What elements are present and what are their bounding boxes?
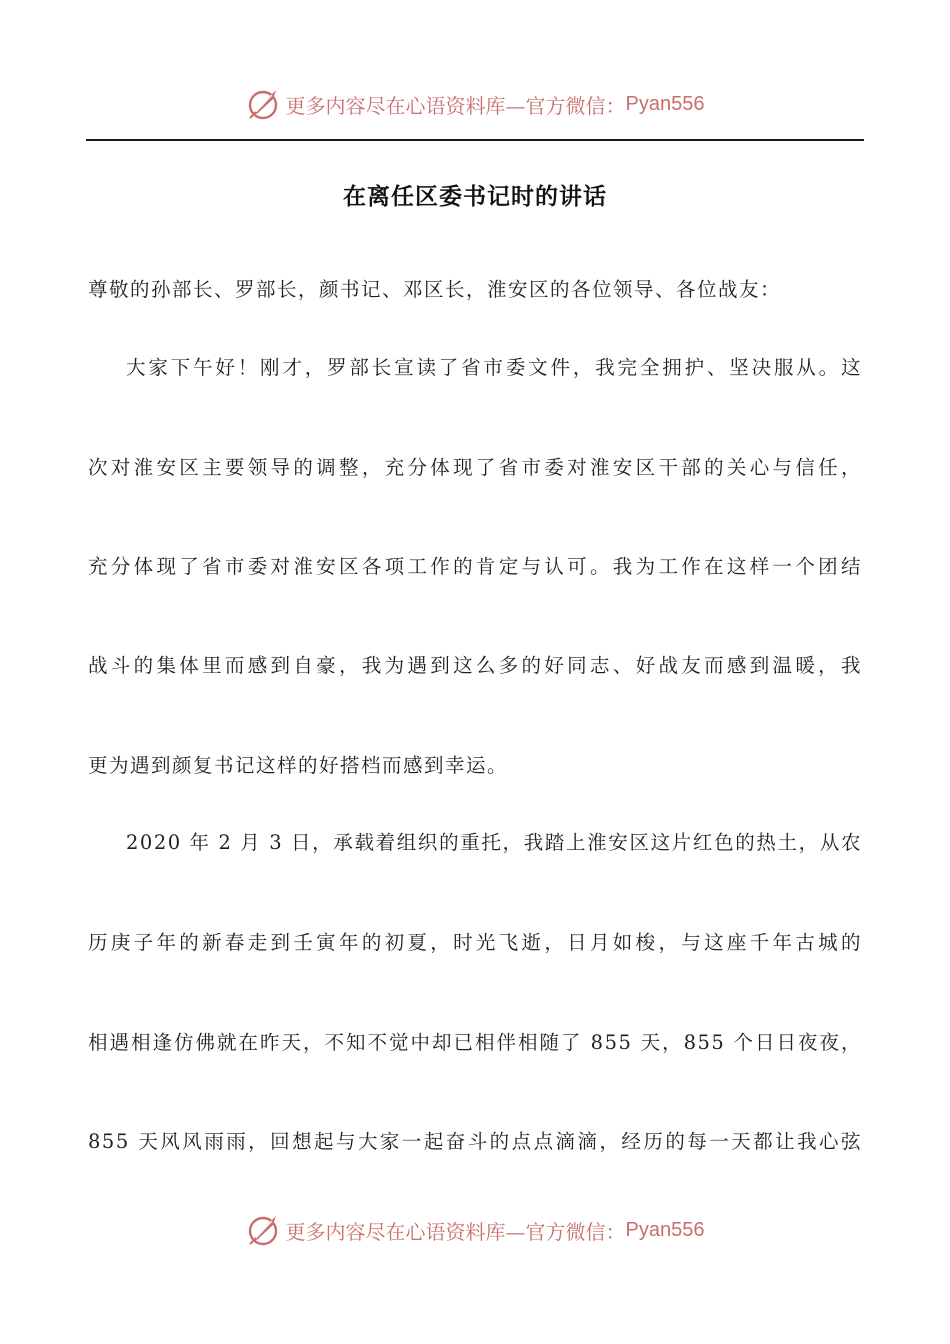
document-title: 在离任区委书记时的讲话 [343,183,607,210]
salutation-line: 尊敬的孙部长、罗部长，颜书记、邓区长，淮安区的各位领导、各位战友： [88,278,782,301]
banner-text: 更多内容尽在心语资料库—官方微信： [285,93,626,118]
banner-wechat-handle: Pyan556 [625,92,705,115]
paragraph-2-line-3: 相遇相逢仿佛就在昨天，不知不觉中却已相伴相随了 855 天，855 个日日夜夜， [88,1031,862,1054]
banner-wechat-handle: Pyan556 [625,1218,705,1241]
paragraph-1-line-2: 次对淮安区主要领导的调整，充分体现了省市委对淮安区干部的关心与信任， [88,456,862,479]
paragraph-2-line-4: 855 天风风雨雨，回想起与大家一起奋斗的点点滴滴，经历的每一天都让我心弦 [88,1130,862,1153]
paragraph-1-line-1: 大家下午好！刚才，罗部长宣读了省市委文件，我完全拥护、坚决服从。这 [126,356,862,379]
footer-banner [0,1208,950,1252]
header-divider [86,139,864,141]
quill-pen-logo-icon [246,86,282,122]
banner-text: 更多内容尽在心语资料库—官方微信： [285,1219,626,1244]
paragraph-1-line-3: 充分体现了省市委对淮安区各项工作的肯定与认可。我为工作在这样一个团结 [88,555,862,578]
quill-pen-logo-icon [246,1212,282,1248]
header-banner [0,82,950,126]
paragraph-2-line-1: 2020 年 2 月 3 日，承载着组织的重托，我踏上淮安区这片红色的热土，从农 [126,831,862,854]
paragraph-1-line-4: 战斗的集体里而感到自豪，我为遇到这么多的好同志、好战友而感到温暖，我 [88,654,862,677]
paragraph-2-line-2: 历庚子年的新春走到壬寅年的初夏，时光飞逝，日月如梭，与这座千年古城的 [88,931,862,954]
paragraph-1-line-5: 更为遇到颜复书记这样的好搭档而感到幸运。 [88,754,509,777]
